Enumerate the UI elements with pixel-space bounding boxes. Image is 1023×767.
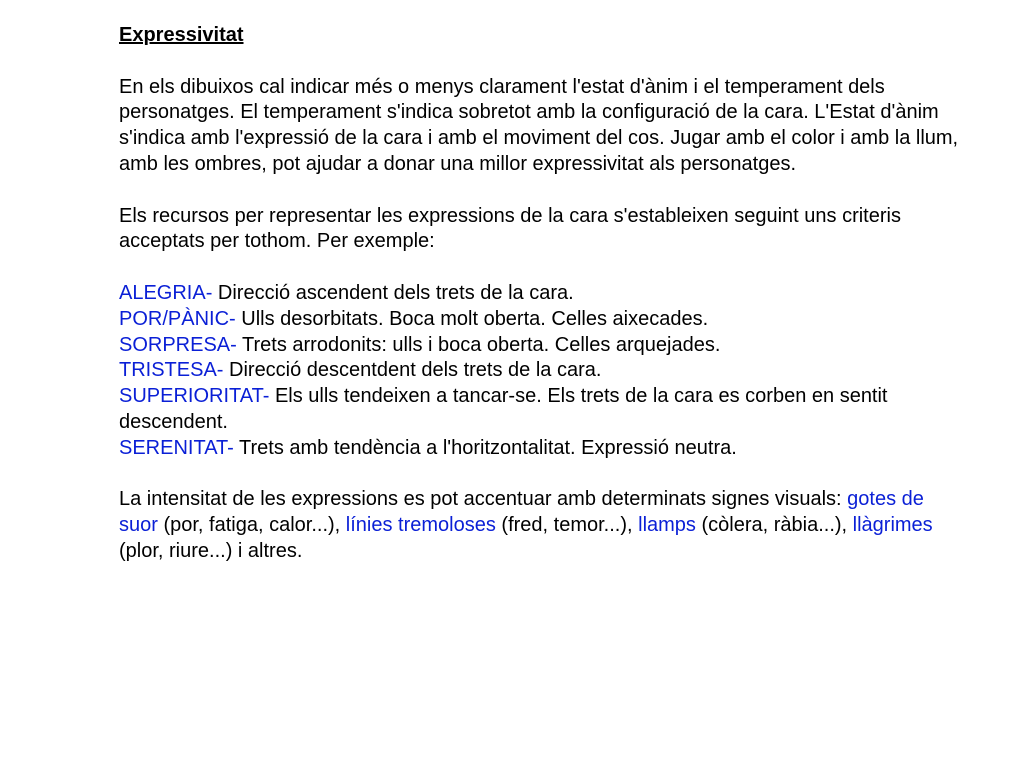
sign-detail: (còlera, ràbia...), xyxy=(701,514,848,537)
signs-intro: La intensitat de les expressions es pot accentuar amb determinats signes visuals: xyxy=(119,488,842,511)
sign-detail: (por, fatiga, calor...), xyxy=(163,514,341,537)
sign-term: gotes de suor xyxy=(119,488,924,537)
expression-term: SUPERIORITAT- xyxy=(119,385,270,408)
expression-item xyxy=(119,281,959,307)
expression-term: SORPRESA- xyxy=(119,333,237,356)
expressions-list xyxy=(119,281,959,462)
sign-detail: (fred, temor...), xyxy=(501,514,633,537)
expression-item xyxy=(119,384,959,436)
spacer xyxy=(119,255,959,281)
expression-item xyxy=(119,333,959,359)
spacer xyxy=(119,49,959,75)
expression-term: POR/PÀNIC- xyxy=(119,307,236,330)
expression-description: Direcció ascendent dels trets de la cara. xyxy=(217,281,574,304)
expression-item xyxy=(119,307,959,333)
sign-term: llàgrimes xyxy=(852,514,933,537)
criteria-paragraph: Els recursos per representar les expressions de la cara s'estableixen seguint uns criteris acceptats per tothom. Per exemple: xyxy=(119,204,901,253)
expression-item xyxy=(119,436,959,462)
sign-term: llamps xyxy=(638,514,696,537)
intro-paragraph: En els dibuixos cal indicar més o menys clarament l'estat d'ànim i el temperament dels personatges. El temperament s'indica sobretot amb la configuració de la cara. L'Estat d'ànim s'indica amb l'expressió de la cara i amb el moviment del cos. Jugar amb el color i amb la llum, amb les ombres, pot ajudar a donar una millor expressivitat als personatges. xyxy=(119,75,959,175)
expression-item xyxy=(119,358,959,384)
spacer xyxy=(119,178,959,204)
expression-description: Ulls desorbitats. Boca molt oberta. Celles aixecades. xyxy=(241,307,709,330)
expression-term: ALEGRIA- xyxy=(119,281,213,304)
signs-paragraph xyxy=(119,487,959,564)
sign-detail: (plor, riure...) i altres. xyxy=(119,539,303,562)
expression-description: Direcció descentdent dels trets de la cara. xyxy=(229,359,602,382)
expression-term: TRISTESA- xyxy=(119,359,224,382)
spacer xyxy=(119,462,959,488)
expression-description: Trets arrodonits: ulls i boca oberta. Celles arquejades. xyxy=(242,333,721,356)
expression-description: Els ulls tendeixen a tancar-se. Els trets de la cara es corben en sentit descendent. xyxy=(119,385,888,433)
document-body xyxy=(119,23,959,565)
document-title: Expressivitat xyxy=(119,24,244,46)
expression-description: Trets amb tendència a l'horitzontalitat. Expressió neutra. xyxy=(239,436,737,459)
sign-term: línies tremoloses xyxy=(345,514,496,537)
expression-term: SERENITAT- xyxy=(119,436,234,459)
